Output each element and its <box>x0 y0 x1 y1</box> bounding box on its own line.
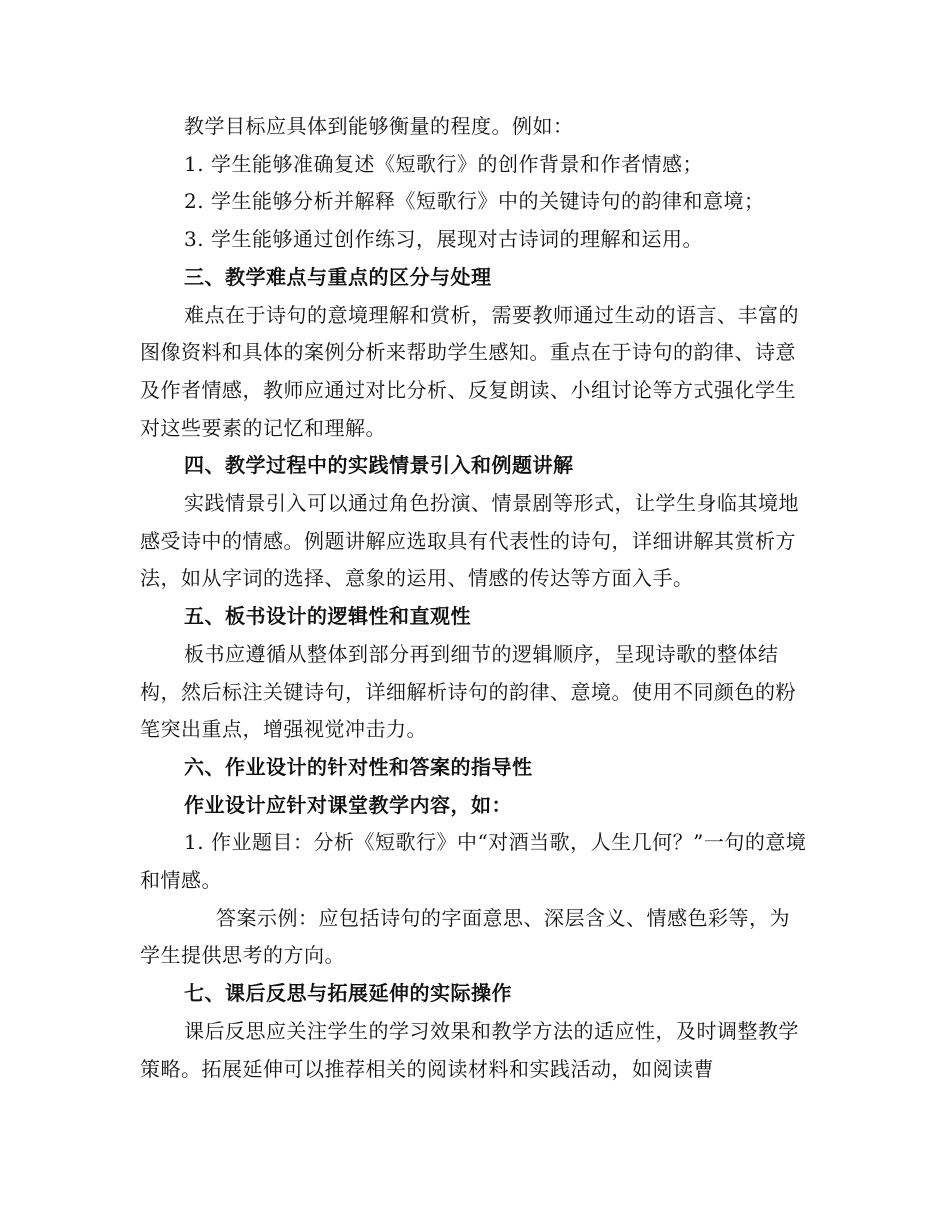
answer-example: 答案示例：应包括诗句的字面意思、深层含义、情感色彩等，为学生提供思考的方向。 <box>140 905 790 968</box>
section-heading-4: 四、教学过程中的实践情景引入和例题讲解 <box>184 453 574 478</box>
body-paragraph: 实践情景引入可以通过角色扮演、情景剧等形式，让学生身临其境地感受诗中的情感。例题讲解应选取具有代表性的诗句，详细讲解其赏析方法，如从字词的选择、意象的运用、情感的传达等方面入手。 <box>140 491 799 591</box>
body-paragraph: 课后反思应关注学生的学习效果和教学方法的适应性，及时调整教学策略。拓展延伸可以推荐相关的阅读材料和实践活动，如阅读曹 <box>140 1018 799 1081</box>
list-item-objective-2: 2. 学生能够分析并解释《短歌行》中的关键诗句的韵律和意境； <box>184 189 765 214</box>
section-heading-3: 三、教学难点与重点的区分与处理 <box>184 264 492 289</box>
body-paragraph: 教学目标应具体到能够衡量的程度。例如： <box>184 114 574 138</box>
list-item-objective-3: 3. 学生能够通过创作练习，展现对古诗词的理解和运用。 <box>184 227 703 252</box>
section-heading-5: 五、板书设计的逻辑性和直观性 <box>184 604 471 629</box>
section-heading-7: 七、课后反思与拓展延伸的实际操作 <box>184 981 512 1006</box>
section-heading-6: 六、作业设计的针对性和答案的指导性 <box>184 754 533 779</box>
body-paragraph: 难点在于诗句的意境理解和赏析，需要教师通过生动的语言、丰富的图像资料和具体的案例分析来帮助学生感知。重点在于诗句的韵律、诗意及作者情感，教师应通过对比分析、反复朗读、小组讨论等方式强化学生对这些要素的记忆和理解。 <box>140 302 799 440</box>
list-item-objective-1: 1. 学生能够准确复述《短歌行》的创作背景和作者情感； <box>184 151 703 176</box>
body-paragraph: 板书应遵循从整体到部分再到细节的逻辑顺序，呈现诗歌的整体结构，然后标注关键诗句，详细解析诗句的韵律、意境。使用不同颜色的粉笔突出重点，增强视觉冲击力。 <box>140 641 796 742</box>
document-body <box>140 108 810 1088</box>
sub-heading: 作业设计应针对课堂教学内容，如： <box>184 792 512 817</box>
list-item-homework-1: 1. 作业题目：分析《短歌行》中“对酒当歌，人生几何？”一句的意境和情感。 <box>140 830 807 893</box>
